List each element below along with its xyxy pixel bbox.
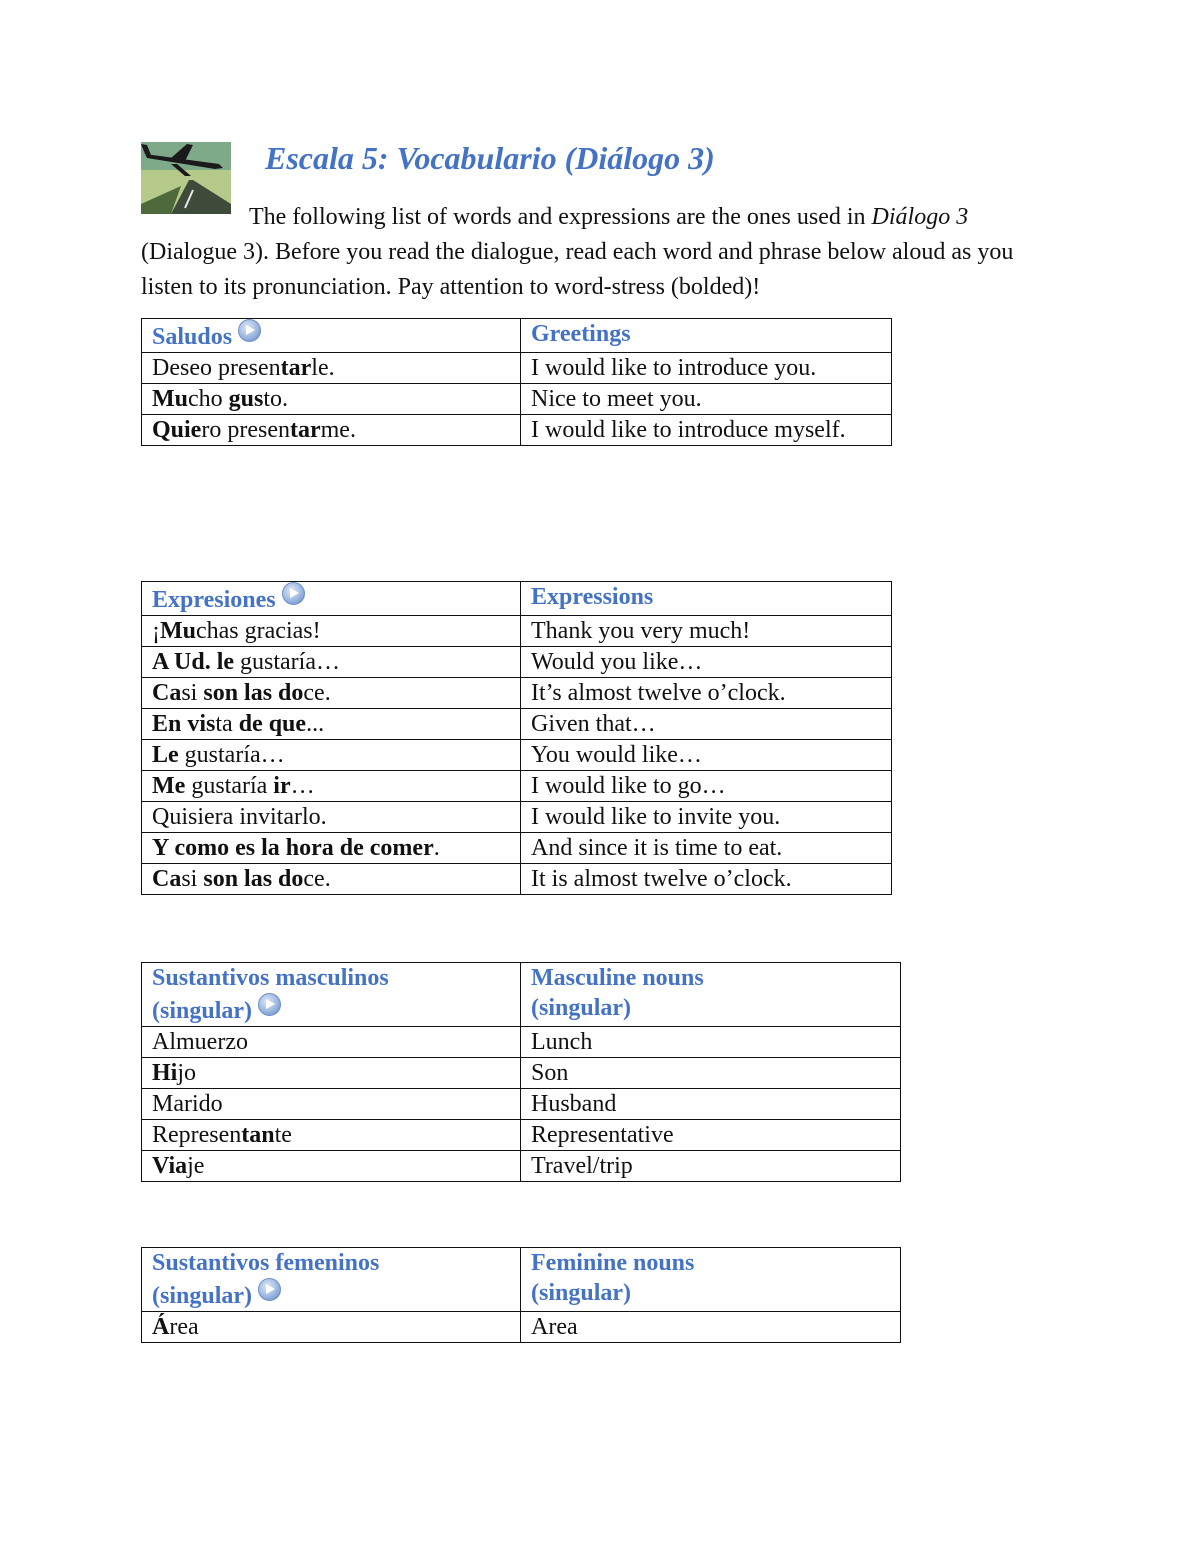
stressed-syllable: Mu: [160, 618, 196, 644]
table-row: [142, 678, 892, 709]
stressed-syllable: Hi: [152, 1060, 178, 1086]
term-segment: Almuerzo: [152, 1029, 248, 1055]
term-segment: tar: [276, 804, 302, 830]
play-audio-icon[interactable]: [238, 319, 261, 342]
play-audio-icon[interactable]: [258, 1278, 281, 1301]
table-row: [142, 833, 892, 864]
term-segment: ¡: [152, 618, 160, 644]
spanish-term: [142, 1058, 521, 1089]
intro-text-2: (Dialogue 3). Before you read the dialogue, read each word and phrase below aloud as you listen to its pronunciation. Pay attention to word-stress (bolded)!: [141, 239, 1014, 300]
term-segment: …: [290, 773, 315, 799]
play-audio-icon[interactable]: [282, 582, 305, 605]
stressed-syllable: gus: [228, 386, 264, 412]
table-row: [142, 864, 892, 895]
english-translation: I would like to invite you.: [521, 802, 892, 833]
header-spanish-line1: Sustantivos femeninos: [152, 1250, 380, 1276]
english-translation: Lunch: [521, 1027, 901, 1058]
spanish-term: [142, 771, 521, 802]
spanish-term: [142, 1312, 521, 1343]
header-spanish-label: Saludos: [152, 324, 233, 350]
term-segment: rea: [169, 1314, 199, 1340]
term-segment: cho: [188, 386, 229, 412]
expresiones-table: [141, 581, 892, 895]
english-translation: Travel/trip: [521, 1151, 901, 1182]
table-row: [142, 1089, 901, 1120]
stressed-syllable: Mu: [152, 386, 188, 412]
stressed-syllable: Via: [152, 1153, 188, 1179]
stressed-syllable: de que: [238, 711, 307, 737]
stressed-syllable: Quie: [152, 417, 202, 443]
spanish-term: [142, 802, 521, 833]
term-segment: jo: [177, 1060, 197, 1086]
term-segment: ce.: [303, 866, 331, 892]
table-row: [142, 353, 892, 384]
stressed-syllable: son las do: [203, 866, 304, 892]
stressed-syllable: Me: [152, 773, 186, 799]
table-header-row: [142, 1248, 901, 1312]
header-spanish: [142, 582, 521, 616]
term-segment: gustaría: [185, 773, 274, 799]
stressed-syllable: de co: [339, 835, 393, 861]
english-translation: It’s almost twelve o’clock.: [521, 678, 892, 709]
stressed-syllable: tan: [241, 1122, 275, 1148]
spanish-term: [142, 709, 521, 740]
header-english-line2: (singular): [531, 1280, 632, 1306]
header-spanish-line2: (singular): [152, 1283, 253, 1309]
table-header-row: [142, 582, 892, 616]
term-segment: ta: [215, 711, 239, 737]
term-segment: Deseo presen: [152, 355, 281, 381]
table-row: [142, 647, 892, 678]
stressed-syllable: es la ho: [235, 835, 312, 861]
term-segment: invi: [233, 804, 277, 830]
term-segment: ro presen: [201, 417, 290, 443]
header-spanish: [142, 319, 521, 353]
term-segment: le.: [311, 355, 335, 381]
term-segment: .: [433, 835, 440, 861]
term-segment: te: [274, 1122, 292, 1148]
english-translation: Would you like…: [521, 647, 892, 678]
table-row: [142, 415, 892, 446]
femeninos-table: [141, 1247, 901, 1343]
spanish-term: [142, 1151, 521, 1182]
spanish-term: [142, 647, 521, 678]
table-body: [142, 1027, 901, 1182]
english-translation: Son: [521, 1058, 901, 1089]
table-row: [142, 1312, 901, 1343]
term-segment: chas gracias!: [196, 618, 321, 644]
spanish-term: [142, 415, 521, 446]
english-translation: I would like to introduce you.: [521, 353, 892, 384]
stressed-syllable: ra: [311, 835, 340, 861]
english-translation: Given that…: [521, 709, 892, 740]
spanish-term: [142, 833, 521, 864]
header-english: Expressions: [521, 582, 892, 616]
english-translation: I would like to introduce myself.: [521, 415, 892, 446]
stressed-syllable: mo: [197, 835, 236, 861]
stressed-syllable: Y co: [152, 835, 198, 861]
stressed-syllable: A Ud. le: [152, 649, 235, 675]
stressed-syllable: tar: [280, 355, 312, 381]
spanish-term: [142, 864, 521, 895]
spanish-term: [142, 616, 521, 647]
spanish-term: [142, 678, 521, 709]
english-translation: I would like to go…: [521, 771, 892, 802]
intro-dialogo-ref: Diálogo 3: [871, 204, 969, 230]
term-segment: Marido: [152, 1091, 223, 1117]
english-translation: Area: [521, 1312, 901, 1343]
header-spanish: [142, 1248, 521, 1312]
header-english-line1: Masculine nouns: [531, 965, 704, 991]
term-segment: lo.: [301, 804, 327, 830]
header-english-line2: (singular): [531, 995, 632, 1021]
term-segment: ra: [214, 804, 234, 830]
header-spanish-line2: (singular): [152, 998, 253, 1024]
term-segment: si: [181, 866, 204, 892]
table-row: [142, 1151, 901, 1182]
stressed-syllable: Á: [152, 1314, 170, 1340]
stressed-syllable: Le: [152, 742, 179, 768]
spanish-term: [142, 1027, 521, 1058]
stressed-syllable: ir: [273, 773, 291, 799]
english-translation: And since it is time to eat.: [521, 833, 892, 864]
term-segment: to.: [263, 386, 289, 412]
term-segment: gustaría…: [234, 649, 340, 675]
english-translation: Husband: [521, 1089, 901, 1120]
term-segment: gustaría…: [178, 742, 285, 768]
stressed-syllable: Ca: [152, 680, 182, 706]
table-row: [142, 802, 892, 833]
spanish-term: [142, 353, 521, 384]
term-segment: Represen: [152, 1122, 242, 1148]
table-row: [142, 1058, 901, 1089]
play-audio-icon[interactable]: [258, 993, 281, 1016]
table-row: [142, 1027, 901, 1058]
header-english: [521, 963, 901, 1027]
header-spanish-line1: Sustantivos masculinos: [152, 965, 389, 991]
stressed-syllable: Ca: [152, 866, 182, 892]
term-segment: ...: [306, 711, 325, 737]
intro-paragraph: [141, 200, 1061, 305]
header-english: Greetings: [521, 319, 892, 353]
spanish-term: [142, 740, 521, 771]
header-spanish: [142, 963, 521, 1027]
table-header-row: [142, 963, 901, 1027]
table-body: [142, 1312, 901, 1343]
table-body: [142, 616, 892, 895]
stressed-syllable: mer: [392, 835, 434, 861]
english-translation: Thank you very much!: [521, 616, 892, 647]
table-row: [142, 771, 892, 802]
table-row: [142, 384, 892, 415]
page-title: Escala 5: Vocabulario (Diálogo 3): [265, 140, 715, 176]
saludos-table: [141, 318, 892, 446]
table-row: [142, 616, 892, 647]
term-segment: je: [187, 1153, 205, 1179]
table-header-row: [142, 319, 892, 353]
stressed-syllable: son las do: [203, 680, 304, 706]
stressed-syllable: tar: [289, 417, 321, 443]
masculinos-table: [141, 962, 901, 1182]
table-row: [142, 740, 892, 771]
term-segment: ce.: [303, 680, 331, 706]
english-translation: You would like…: [521, 740, 892, 771]
table-row: [142, 1120, 901, 1151]
term-segment: si: [181, 680, 204, 706]
header-spanish-label: Expresiones: [152, 587, 276, 613]
header-english: [521, 1248, 901, 1312]
spanish-term: [142, 1120, 521, 1151]
spanish-term: [142, 384, 521, 415]
intro-text-1: The following list of words and expressions are the ones used in: [249, 204, 872, 230]
header-english-line1: Feminine nouns: [531, 1250, 695, 1276]
stressed-syllable: En vis: [152, 711, 216, 737]
table-row: [142, 709, 892, 740]
english-translation: Nice to meet you.: [521, 384, 892, 415]
table-body: [142, 353, 892, 446]
term-segment: me.: [320, 417, 356, 443]
english-translation: Representative: [521, 1120, 901, 1151]
term-segment: Quisie: [152, 804, 215, 830]
spanish-term: [142, 1089, 521, 1120]
english-translation: It is almost twelve o’clock.: [521, 864, 892, 895]
